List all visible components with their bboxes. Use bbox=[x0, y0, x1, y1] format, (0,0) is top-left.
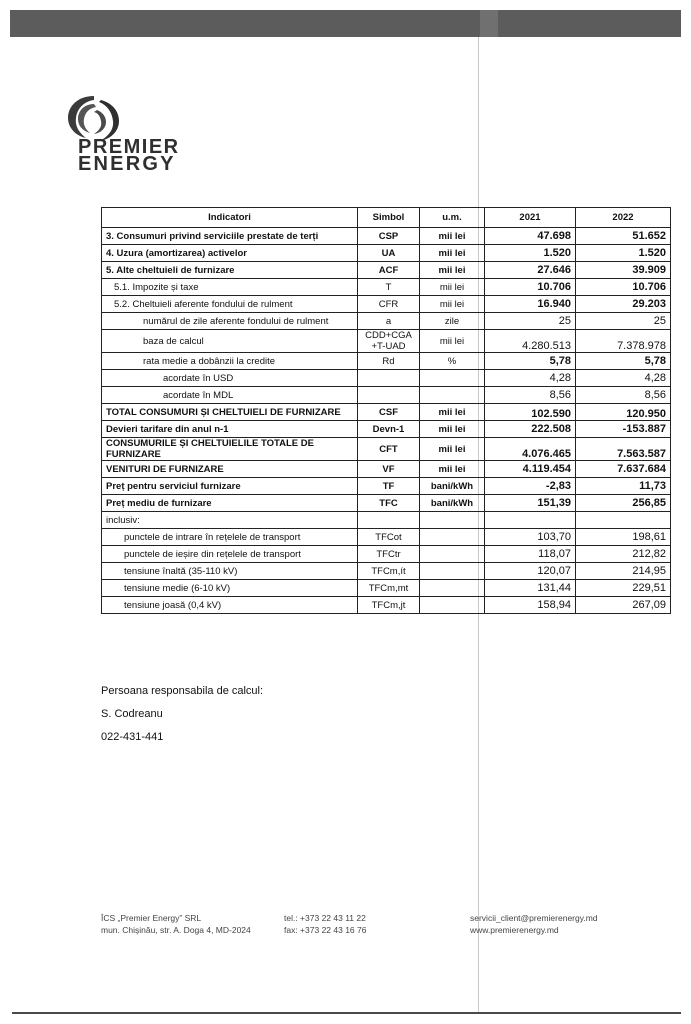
table-row bbox=[102, 421, 671, 438]
cell-unit bbox=[420, 529, 485, 546]
cell-value-2021: 10.706 bbox=[485, 279, 576, 296]
cell-unit bbox=[420, 370, 485, 387]
cell-value-2021: 102.590 bbox=[485, 404, 576, 421]
cell-unit: mii lei bbox=[420, 330, 485, 353]
cell-symbol: CFR bbox=[358, 296, 420, 313]
cell-indicator: acordate în USD bbox=[102, 370, 358, 387]
table-row bbox=[102, 404, 671, 421]
cell-value-2022: 11,73 bbox=[576, 478, 671, 495]
cell-unit: mii lei bbox=[420, 262, 485, 279]
cell-symbol: TFCm,mt bbox=[358, 580, 420, 597]
table-row bbox=[102, 495, 671, 512]
table-row bbox=[102, 563, 671, 580]
footer-company: ÎCS „Premier Energy” SRL bbox=[101, 913, 202, 923]
footer-company-block bbox=[101, 912, 251, 936]
cell-unit: mii lei bbox=[420, 461, 485, 478]
cell-value-2022: 267,09 bbox=[576, 597, 671, 614]
header-2022: 2022 bbox=[576, 208, 671, 228]
footer-phone-block bbox=[284, 912, 366, 936]
cell-unit: mii lei bbox=[420, 228, 485, 245]
cell-unit bbox=[420, 580, 485, 597]
header-simbol: Simbol bbox=[358, 208, 420, 228]
cell-indicator: punctele de intrare în rețelele de transport bbox=[102, 529, 358, 546]
cell-indicator: acordate în MDL bbox=[102, 387, 358, 404]
cell-value-2022: 39.909 bbox=[576, 262, 671, 279]
cell-indicator: Preț mediu de furnizare bbox=[102, 495, 358, 512]
cell-value-2022: 212,82 bbox=[576, 546, 671, 563]
header-2021: 2021 bbox=[485, 208, 576, 228]
cell-unit: mii lei bbox=[420, 404, 485, 421]
cell-symbol: TFCtr bbox=[358, 546, 420, 563]
cell-value-2021: 4.076.465 bbox=[485, 438, 576, 461]
cell-indicator: inclusiv: bbox=[102, 512, 358, 529]
cell-symbol: VF bbox=[358, 461, 420, 478]
table-row bbox=[102, 262, 671, 279]
cell-value-2021: 131,44 bbox=[485, 580, 576, 597]
cell-unit bbox=[420, 512, 485, 529]
table-row bbox=[102, 478, 671, 495]
cell-unit bbox=[420, 387, 485, 404]
footer-fax: fax: +373 22 43 16 76 bbox=[284, 925, 367, 935]
cell-value-2022: 198,61 bbox=[576, 529, 671, 546]
footer-website-link[interactable]: www.premierenergy.md bbox=[470, 925, 559, 935]
cell-value-2021: 1.520 bbox=[485, 245, 576, 262]
table-row bbox=[102, 353, 671, 370]
cell-value-2021: 118,07 bbox=[485, 546, 576, 563]
logo-wordmark bbox=[78, 136, 180, 175]
cell-value-2021: 4.119.454 bbox=[485, 461, 576, 478]
cell-value-2022: 1.520 bbox=[576, 245, 671, 262]
cell-unit: bani/kWh bbox=[420, 478, 485, 495]
cell-value-2022: 120.950 bbox=[576, 404, 671, 421]
cell-indicator: 5.1. Impozite și taxe bbox=[102, 279, 358, 296]
cell-value-2021: 158,94 bbox=[485, 597, 576, 614]
cell-value-2021: 27.646 bbox=[485, 262, 576, 279]
cell-value-2021: -2,83 bbox=[485, 478, 576, 495]
table-row bbox=[102, 370, 671, 387]
cell-indicator: Preț pentru serviciul furnizare bbox=[102, 478, 358, 495]
cell-symbol: CSF bbox=[358, 404, 420, 421]
table-row bbox=[102, 245, 671, 262]
cell-indicator: VENITURI DE FURNIZARE bbox=[102, 461, 358, 478]
footer-web-block bbox=[470, 912, 598, 936]
footer-address: mun. Chișinău, str. A. Doga 4, MD-2024 bbox=[101, 925, 251, 935]
cell-unit: mii lei bbox=[420, 245, 485, 262]
cell-value-2021: 5,78 bbox=[485, 353, 576, 370]
cell-unit: bani/kWh bbox=[420, 495, 485, 512]
cell-value-2022: 7.563.587 bbox=[576, 438, 671, 461]
cell-value-2022: 51.652 bbox=[576, 228, 671, 245]
cell-value-2022: 29.203 bbox=[576, 296, 671, 313]
cell-unit: zile bbox=[420, 313, 485, 330]
cell-value-2022: 10.706 bbox=[576, 279, 671, 296]
cell-symbol: Devn-1 bbox=[358, 421, 420, 438]
cell-value-2021: 8,56 bbox=[485, 387, 576, 404]
cell-unit: mii lei bbox=[420, 421, 485, 438]
cell-value-2021: 47.698 bbox=[485, 228, 576, 245]
table-row bbox=[102, 387, 671, 404]
table-row bbox=[102, 296, 671, 313]
responsible-contact bbox=[101, 684, 263, 753]
cell-value-2021: 151,39 bbox=[485, 495, 576, 512]
cell-symbol: Rd bbox=[358, 353, 420, 370]
cell-value-2022: 256,85 bbox=[576, 495, 671, 512]
cell-indicator: 4. Uzura (amortizarea) activelor bbox=[102, 245, 358, 262]
table-header-row bbox=[102, 208, 671, 228]
scan-top-bar-mark bbox=[480, 10, 498, 37]
cell-indicator: baza de calcul bbox=[102, 330, 358, 353]
logo-line-1: PREMIER bbox=[78, 136, 180, 158]
cell-symbol: CDD+CGA +T-UAD bbox=[358, 330, 420, 353]
header-um: u.m. bbox=[420, 208, 485, 228]
cell-unit: mii lei bbox=[420, 279, 485, 296]
cell-value-2022 bbox=[576, 512, 671, 529]
contact-label: Persoana responsabila de calcul: bbox=[101, 685, 264, 697]
table-row bbox=[102, 330, 671, 353]
cell-symbol: CSP bbox=[358, 228, 420, 245]
cell-indicator: tensiune joasă (0,4 kV) bbox=[102, 597, 358, 614]
footer-tel: tel.: +373 22 43 11 22 bbox=[284, 913, 366, 923]
header-indicatori: Indicatori bbox=[102, 208, 358, 228]
table-row bbox=[102, 580, 671, 597]
cell-symbol: a bbox=[358, 313, 420, 330]
cell-unit: mii lei bbox=[420, 438, 485, 461]
cell-value-2022: -153.887 bbox=[576, 421, 671, 438]
cell-unit: mii lei bbox=[420, 296, 485, 313]
footer-email-link[interactable]: servicii_client@premierenergy.md bbox=[470, 913, 598, 923]
table-row bbox=[102, 546, 671, 563]
cell-symbol bbox=[358, 370, 420, 387]
cell-unit bbox=[420, 546, 485, 563]
cell-value-2022: 7.637.684 bbox=[576, 461, 671, 478]
cell-indicator: TOTAL CONSUMURI ȘI CHELTUIELI DE FURNIZARE bbox=[102, 404, 358, 421]
cell-value-2021: 222.508 bbox=[485, 421, 576, 438]
cell-symbol: CFT bbox=[358, 438, 420, 461]
table-row bbox=[102, 228, 671, 245]
table-row bbox=[102, 438, 671, 461]
cell-indicator: tensiune medie (6-10 kV) bbox=[102, 580, 358, 597]
table-row bbox=[102, 512, 671, 529]
cell-symbol: TFC bbox=[358, 495, 420, 512]
cell-indicator: Devieri tarifare din anul n-1 bbox=[102, 421, 358, 438]
cell-symbol: T bbox=[358, 279, 420, 296]
cell-indicator: rata medie a dobânzii la credite bbox=[102, 353, 358, 370]
cell-value-2021: 4.280.513 bbox=[485, 330, 576, 353]
cell-value-2021: 103,70 bbox=[485, 529, 576, 546]
cell-indicator: 5.2. Cheltuieli aferente fondului de rulment bbox=[102, 296, 358, 313]
cell-value-2021: 4,28 bbox=[485, 370, 576, 387]
cell-symbol bbox=[358, 387, 420, 404]
cell-value-2022: 7.378.978 bbox=[576, 330, 671, 353]
cell-value-2022: 229,51 bbox=[576, 580, 671, 597]
cell-symbol: TF bbox=[358, 478, 420, 495]
cell-indicator: 5. Alte cheltuieli de furnizare bbox=[102, 262, 358, 279]
logo-line-2: ENERGY bbox=[78, 153, 176, 175]
cell-unit bbox=[420, 563, 485, 580]
table-row bbox=[102, 529, 671, 546]
table-row bbox=[102, 597, 671, 614]
cell-symbol: TFCot bbox=[358, 529, 420, 546]
cell-indicator: numărul de zile aferente fondului de rulment bbox=[102, 313, 358, 330]
cell-indicator: CONSUMURILE ȘI CHELTUIELILE TOTALE DE FURNIZARE bbox=[102, 438, 358, 461]
table-row bbox=[102, 461, 671, 478]
cell-value-2022: 25 bbox=[576, 313, 671, 330]
cell-indicator: punctele de ieșire din rețelele de transport bbox=[102, 546, 358, 563]
cell-symbol bbox=[358, 512, 420, 529]
cell-unit: % bbox=[420, 353, 485, 370]
cell-symbol: UA bbox=[358, 245, 420, 262]
cell-value-2022: 4,28 bbox=[576, 370, 671, 387]
cell-symbol: ACF bbox=[358, 262, 420, 279]
cell-value-2022: 5,78 bbox=[576, 353, 671, 370]
cell-value-2021: 25 bbox=[485, 313, 576, 330]
scan-bottom-line bbox=[12, 1012, 681, 1014]
cell-symbol: TFCm,ít bbox=[358, 563, 420, 580]
cell-indicator: tensiune înaltă (35-110 kV) bbox=[102, 563, 358, 580]
cell-value-2021: 120,07 bbox=[485, 563, 576, 580]
contact-phone: 022-431-441 bbox=[101, 731, 164, 743]
scan-top-bar bbox=[10, 10, 681, 37]
tariff-table bbox=[101, 207, 671, 614]
cell-value-2022: 214,95 bbox=[576, 563, 671, 580]
table-row bbox=[102, 313, 671, 330]
cell-value-2021 bbox=[485, 512, 576, 529]
table-row bbox=[102, 279, 671, 296]
contact-name: S. Codreanu bbox=[101, 708, 163, 720]
cell-value-2021: 16.940 bbox=[485, 296, 576, 313]
cell-indicator: 3. Consumuri privind serviciile prestate de terți bbox=[102, 228, 358, 245]
cell-unit bbox=[420, 597, 485, 614]
cell-value-2022: 8,56 bbox=[576, 387, 671, 404]
cell-symbol: TFCm,jt bbox=[358, 597, 420, 614]
